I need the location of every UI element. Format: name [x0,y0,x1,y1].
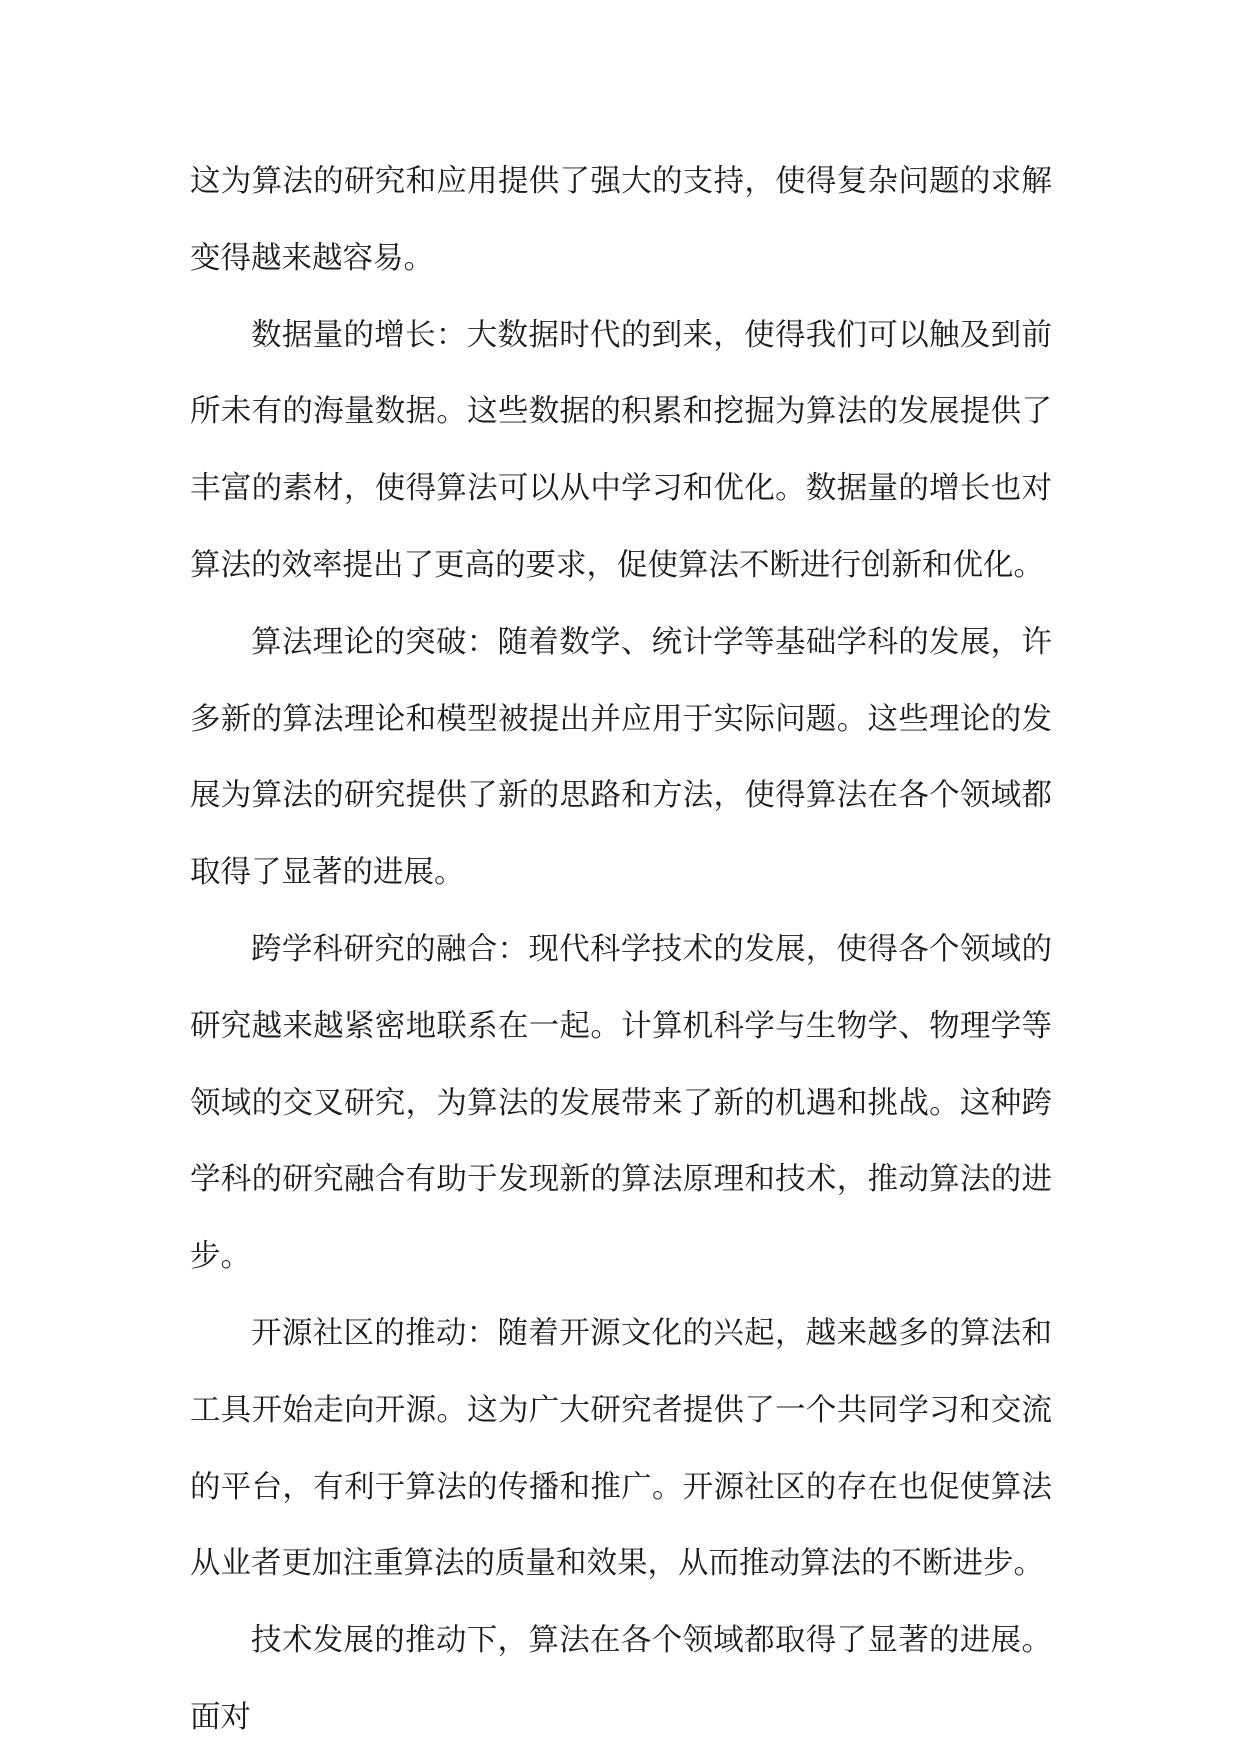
paragraph-algorithm-theory: 算法理论的突破：随着数学、统计学等基础学科的发展，许多新的算法理论和模型被提出并应用于实际问题。这些理论的发展为算法的研究提供了新的思路和方法，使得算法在各个领域都取得了显著的进展。 [190,624,1052,891]
paragraph-open-source: 开源社区的推动：随着开源文化的兴起，越来越多的算法和工具开始走向开源。这为广大研究者提供了一个共同学习和交流的平台，有利于算法的传播和推广。开源社区的存在也促使算法从业者更加注重算法的质量和效果，从而推动算法的不断进步。 [190,1315,1052,1582]
paragraph-data-growth: 数据量的增长：大数据时代的到来，使得我们可以触及到前所未有的海量数据。这些数据的积累和挖掘为算法的发展提供了丰富的素材，使得算法可以从中学习和优化。数据量的增长也对算法的效率提出了更高的要求，促使算法不断进行创新和优化。 [190,317,1052,583]
paragraph-technology-driven: 技术发展的推动下，算法在各个领域都取得了显著的进展。面对 [190,1623,1052,1735]
paragraph-continuation: 这为算法的研究和应用提供了强大的支持，使得复杂问题的求解变得越来越容易。 [190,164,1052,276]
body-text [190,144,1052,1757]
paragraph-interdisciplinary: 跨学科研究的融合：现代科学技术的发展，使得各个领域的研究越来越紧密地联系在一起。计算机科学与生物学、物理学等领域的交叉研究，为算法的发展带来了新的机遇和挑战。这种跨学科的研究融合有助于发现新的算法原理和技术，推动算法的进步。 [190,931,1052,1275]
